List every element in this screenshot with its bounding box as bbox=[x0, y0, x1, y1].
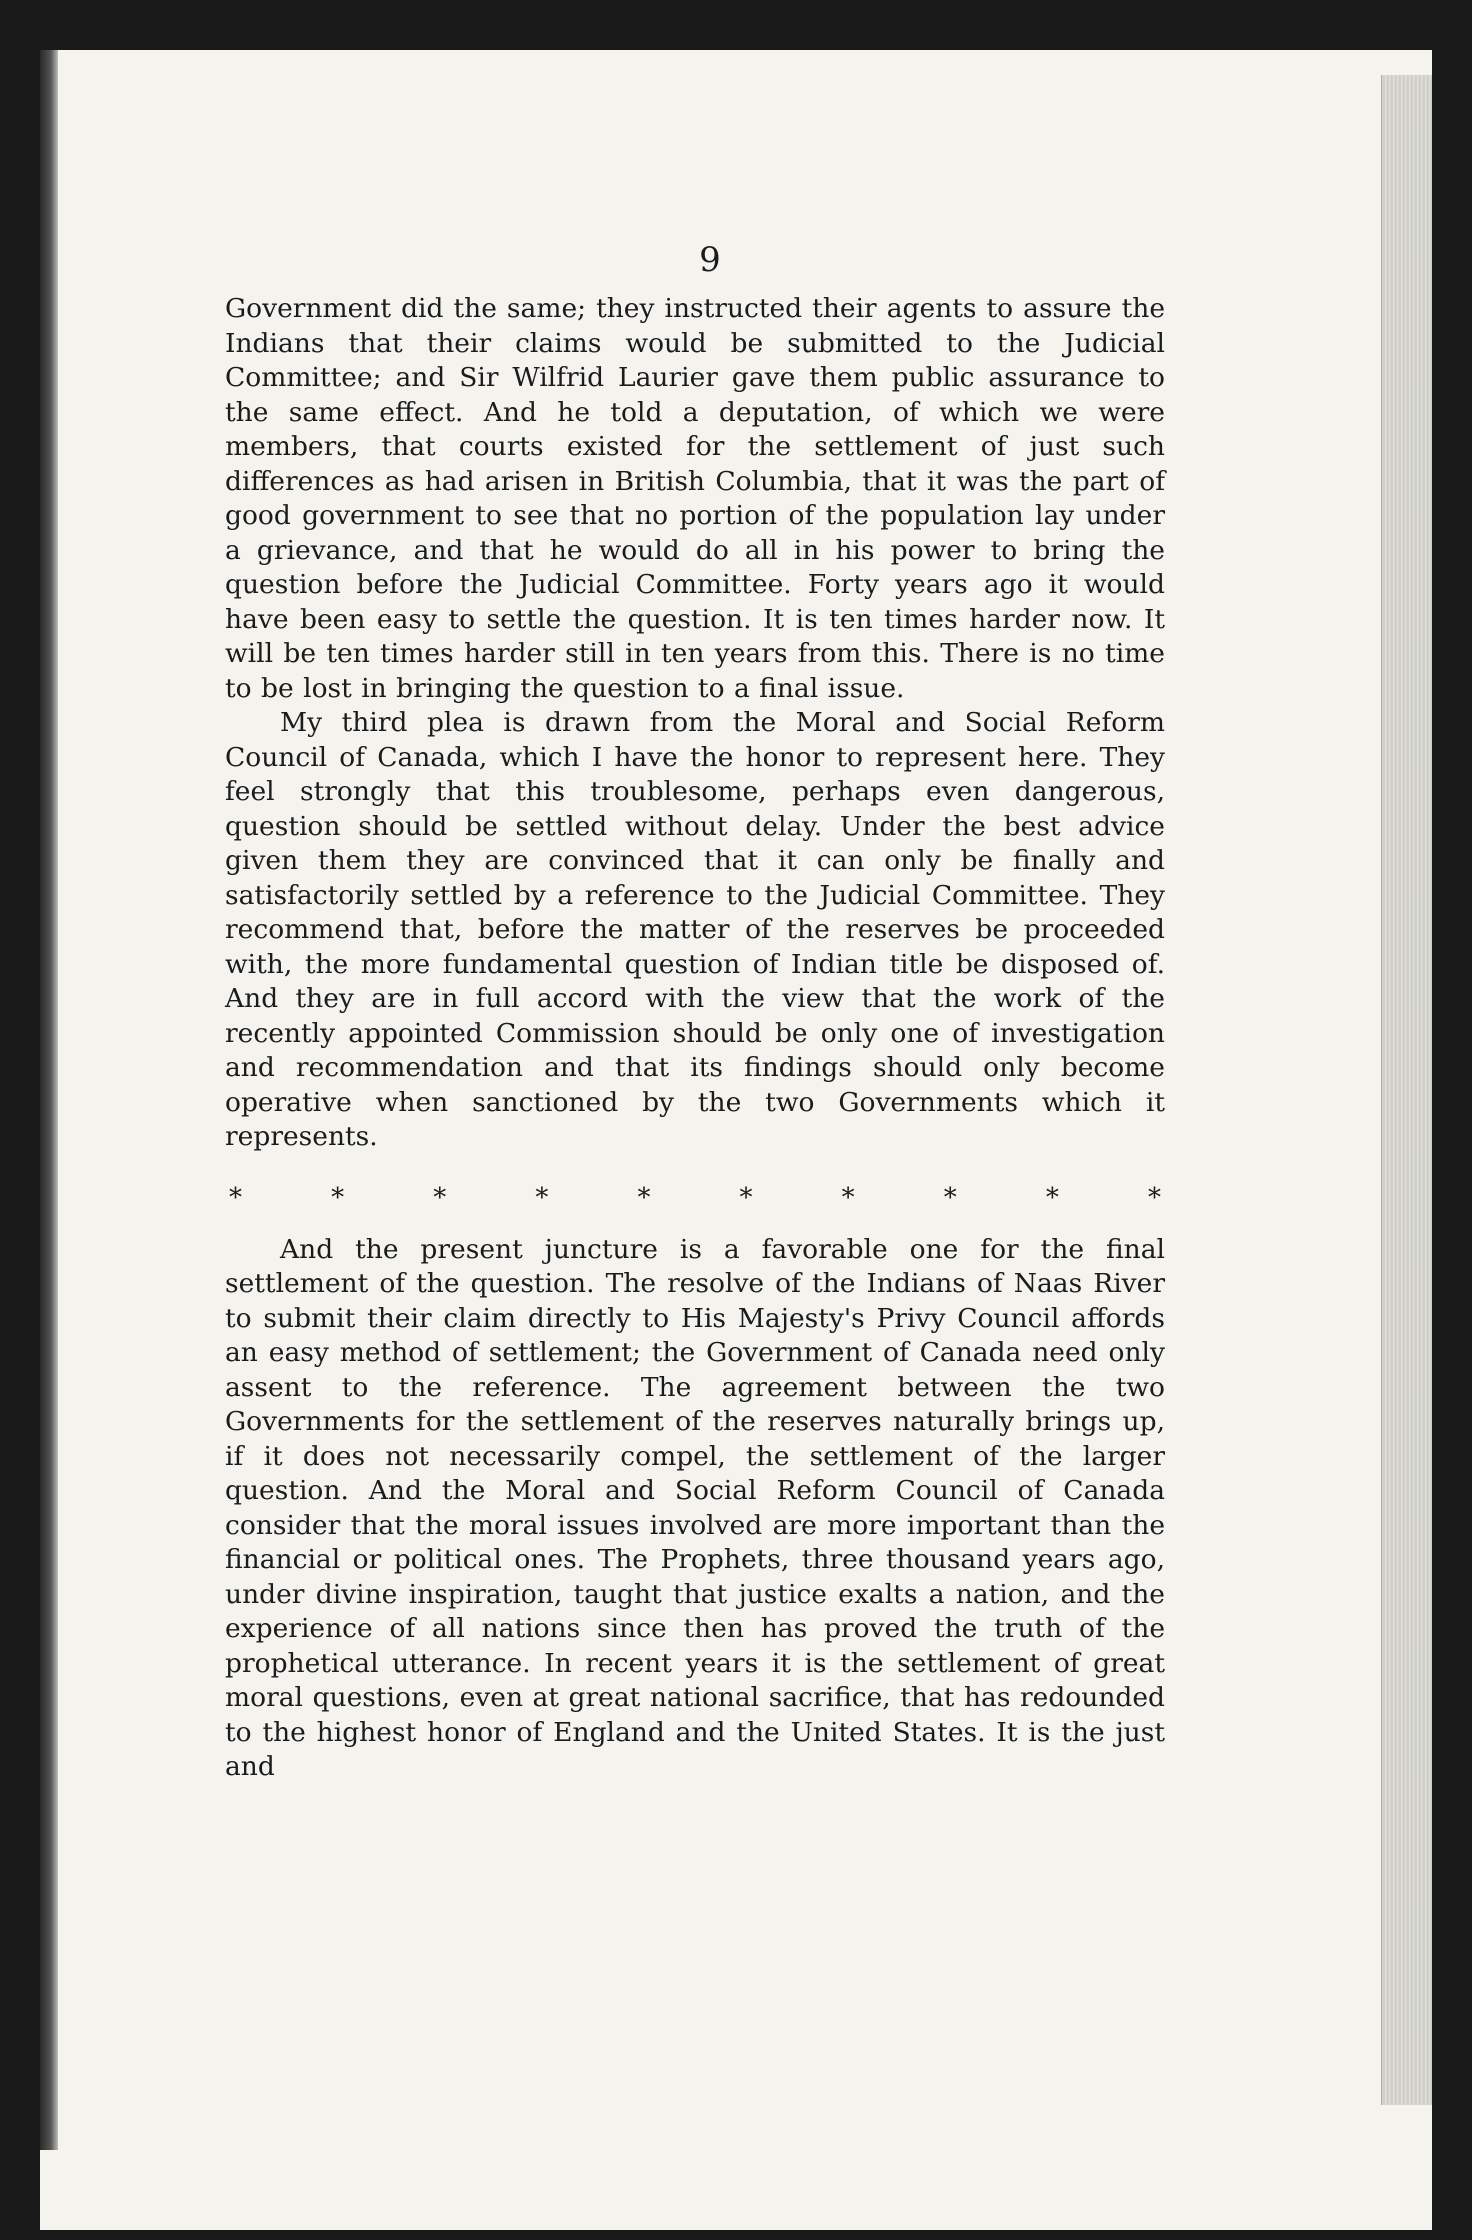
book-binding-edge bbox=[40, 50, 58, 2150]
separator-asterisk: * bbox=[229, 1182, 242, 1213]
separator-asterisk: * bbox=[943, 1182, 957, 1213]
separator-asterisk: * bbox=[1045, 1182, 1059, 1213]
paragraph-third-plea: My third plea is drawn from the Moral and Social Reform Council of Canada, which I have the honor to represent here. They feel strongly that this troublesome, perhaps even dangerous, question should be settled without delay. Under the best advice given them they are convinced that it can only be finally and satisfactorily settled by a reference to the Judicial Committee. They recommend that, before the matter of the reserves be proceeded with, the more fundamental question of Indian title be disposed of. And they are in full accord with the view that the work of the recently appointed Commission should be only one of investigation and recommendation and that its findings should only become operative when sanctioned by the two Governments which it represents. bbox=[225, 707, 1165, 1152]
separator-asterisk: * bbox=[1147, 1182, 1161, 1213]
paragraph-present-juncture: And the present juncture is a favorable one for the final settlement of the question. The resolve of the Indians of Naas River to submit their claim directly to His Majesty's Privy Council affords an easy method of settlement; the Government of Canada need only assent to the reference. The agreement between the two Governments for the settlement of the reserves naturally brings up, if it does not necessarily compel, the settlement of the larger question. And the Moral and Social Reform Council of Canada consider that the moral issues involved are more important than the financial or political ones. The Prophets, three thousand years ago, under divine inspiration, taught that justice exalts a nation, and the experience of all nations since then has proved the truth of the prophetical utterance. In recent years it is the settlement of great moral questions, even at great national sacrifice, that has redounded to the highest honor of England and the United States. It is the just and bbox=[225, 1233, 1165, 1782]
page-stack-edge bbox=[1381, 75, 1432, 2105]
separator-asterisk: * bbox=[331, 1182, 345, 1213]
section-separator bbox=[225, 1183, 1165, 1213]
paragraph-government: Government did the same; they instructed their agents to assure the Indians that their claims would be submitted to the Judicial Committee; and Sir Wilfrid Laurier gave them public assurance to the same effect. And he told a deputation, of which we were members, that courts existed for the settlement of just such differences as had arisen in British Columbia, that it was the part of good government to see that no portion of the population lay under a grievance, and that he would do all in his power to bring the question before the Judicial Committee. Forty years ago it would have been easy to settle the question. It is ten times harder now. It will be ten times harder still in ten years from this. There is no time to be lost in bringing the question to a final issue. bbox=[225, 293, 1165, 704]
separator-asterisk: * bbox=[739, 1182, 753, 1213]
separator-asterisk: * bbox=[841, 1182, 855, 1213]
page-number: 9 bbox=[699, 240, 721, 280]
page-content bbox=[225, 240, 1165, 1785]
separator-asterisk: * bbox=[433, 1182, 447, 1213]
separator-asterisk: * bbox=[535, 1182, 549, 1213]
separator-asterisk: * bbox=[637, 1182, 651, 1213]
